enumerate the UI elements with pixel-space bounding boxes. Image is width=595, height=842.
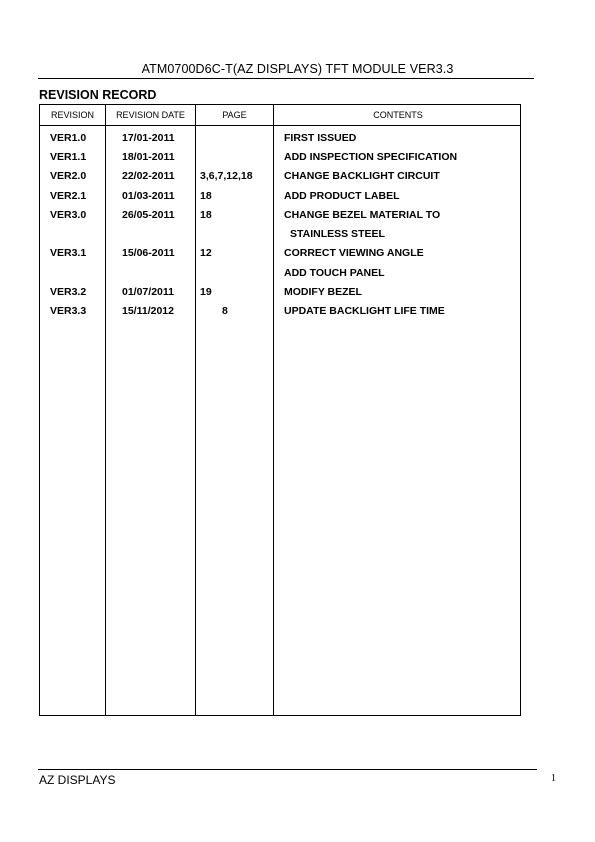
footer-company-name: AZ DISPLAYS	[39, 773, 116, 787]
page-cell: 12	[200, 247, 212, 259]
revision-cell: VER1.1	[50, 151, 87, 163]
column-header-revision: REVISION	[50, 110, 94, 120]
contents-cell: MODIFY BEZEL	[284, 286, 362, 298]
column-header-revision-date: REVISION DATE	[116, 110, 185, 120]
date-cell: 17/01-2011	[122, 132, 175, 144]
contents-cell: ADD INSPECTION SPECIFICATION	[284, 151, 458, 163]
revision-cell: VER3.2	[50, 286, 87, 298]
date-cell: 18/01-2011	[122, 151, 175, 163]
page-cell: 18	[200, 190, 212, 202]
contents-cell: UPDATE BACKLIGHT LIFE TIME	[284, 305, 445, 317]
page-cell: 19	[200, 286, 212, 298]
revision-cell: VER2.1	[50, 190, 87, 202]
column-divider	[195, 105, 196, 715]
contents-cell: ADD PRODUCT LABEL	[284, 190, 400, 202]
date-cell: 15/06-2011	[122, 247, 175, 259]
contents-cell: CORRECT VIEWING ANGLE	[284, 247, 424, 259]
revision-cell: VER2.0	[50, 170, 87, 182]
date-cell: 26/05-2011	[122, 209, 175, 221]
contents-cell: STAINLESS STEEL	[290, 228, 385, 240]
column-header-contents: CONTENTS	[373, 110, 423, 120]
page-cell: 18	[200, 209, 212, 221]
revision-cell: VER1.0	[50, 132, 87, 144]
contents-cell: FIRST ISSUED	[284, 132, 357, 144]
date-cell: 22/02-2011	[122, 170, 175, 182]
contents-cell: ADD TOUCH PANEL	[284, 267, 385, 279]
revision-table	[39, 104, 521, 716]
document-header-title: ATM0700D6C-T(AZ DISPLAYS) TFT MODULE VER3.3	[141, 62, 454, 76]
page-cell: 3,6,7,12,18	[200, 170, 253, 182]
column-header-page: PAGE	[222, 110, 247, 120]
contents-cell: CHANGE BACKLIGHT CIRCUIT	[284, 170, 440, 182]
date-cell: 01/03-2011	[122, 190, 175, 202]
date-cell: 15/11/2012	[122, 305, 174, 317]
table-header-rule	[40, 125, 520, 126]
column-divider	[273, 105, 274, 715]
contents-cell: CHANGE BEZEL MATERIAL TO	[284, 209, 441, 221]
revision-cell: VER3.0	[50, 209, 87, 221]
footer-rule	[38, 769, 537, 770]
column-divider	[105, 105, 106, 715]
page-cell: 8	[222, 305, 228, 317]
section-title: REVISION RECORD	[39, 88, 157, 102]
revision-cell: VER3.1	[50, 247, 87, 259]
revision-cell: VER3.3	[50, 305, 87, 317]
page-number: 1	[551, 773, 556, 784]
date-cell: 01/07/2011	[122, 286, 174, 298]
header-rule	[38, 78, 534, 79]
